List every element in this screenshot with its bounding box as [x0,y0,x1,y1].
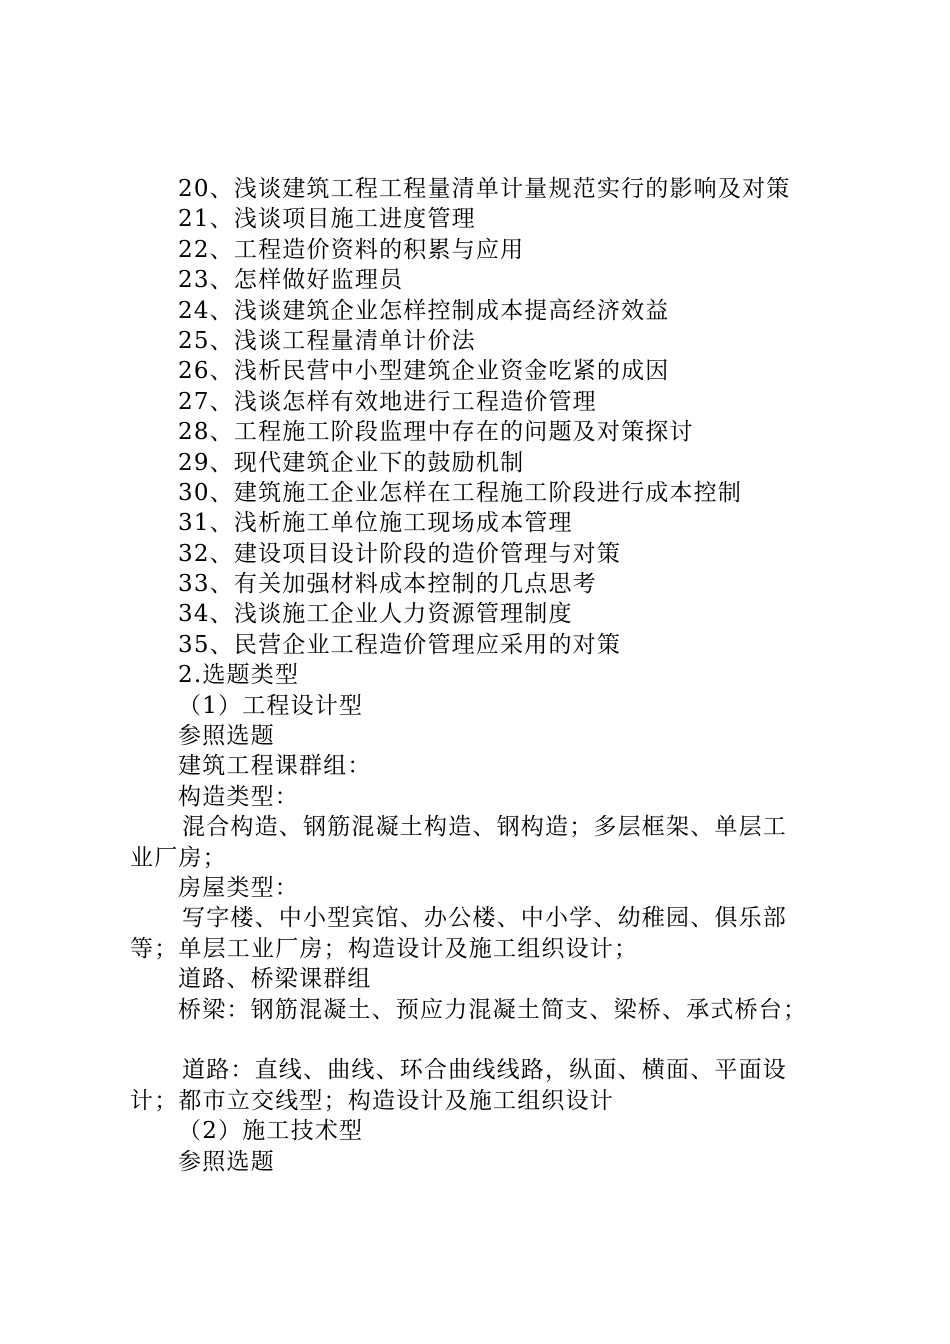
house-text-line2: 等；单层工业厂房；构造设计及施工组织设计； [130,935,639,962]
house-text-line1: 写字楼、中小型宾馆、办公楼、中小学、幼稚园、俱乐部 [182,905,787,932]
blank-line [130,1025,840,1055]
structure-text-line1: 混合构造、钢筋混凝土构造、钢构造；多层框架、单层工 [182,814,787,841]
structure-text-line2: 业厂房； [130,844,227,871]
list-item: 35、民营企业工程造价管理应采用的对策 [178,631,622,658]
list-item: 23、怎样做好监理员 [178,267,404,294]
list-item: 30、建筑施工企业怎样在工程施工阶段进行成本控制 [178,479,743,506]
list-item: 26、浅析民营中小型建筑企业资金吃紧的成因 [178,358,670,385]
list-item: 20、浅谈建筑工程工程量清单计量规范实行的影响及对策 [178,176,791,202]
type1-title: （1）工程设计型 [178,692,364,719]
section-heading: 2.选题类型 [178,662,300,689]
list-item: 28、工程施工阶段监理中存在的问题及对策探讨 [178,419,694,446]
road-text-line1: 道路：直线、曲线、环合曲线线路，纵面、横面、平面设 [182,1057,787,1084]
type2-ref-label: 参照选题 [178,1148,275,1175]
list-item: 25、浅谈工程量清单计价法 [178,327,476,354]
list-item: 33、有关加强材料成本控制的几点思考 [178,571,597,598]
list-item: 32、建设项目设计阶段的造价管理与对策 [178,540,622,567]
list-item: 21、浅谈项目施工进度管理 [178,206,476,233]
list-item: 24、浅谈建筑企业怎样控制成本提高经济效益 [178,297,670,324]
road-text-line2: 计；都市立交线型；构造设计及施工组织设计 [130,1087,614,1114]
group1-title: 建筑工程课群组： [178,753,372,780]
document-body [130,174,840,1177]
type1-ref-label: 参照选题 [178,723,275,750]
house-label: 房屋类型： [178,874,299,901]
bridge-text: 桥梁：钢筋混凝土、预应力混凝土简支、梁桥、承式桥台； [178,996,808,1023]
group2-title: 道路、桥梁课群组 [178,966,372,993]
list-item: 27、浅谈怎样有效地进行工程造价管理 [178,388,597,415]
topic-list [130,174,840,660]
structure-label: 构造类型： [178,783,299,810]
list-item: 31、浅析施工单位施工现场成本管理 [178,510,573,537]
list-item: 34、浅谈施工企业人力资源管理制度 [178,601,573,628]
list-item: 22、工程造价资料的积累与应用 [178,236,525,263]
type2-title: （2）施工技术型 [178,1118,364,1145]
list-item: 29、现代建筑企业下的鼓励机制 [178,449,525,476]
